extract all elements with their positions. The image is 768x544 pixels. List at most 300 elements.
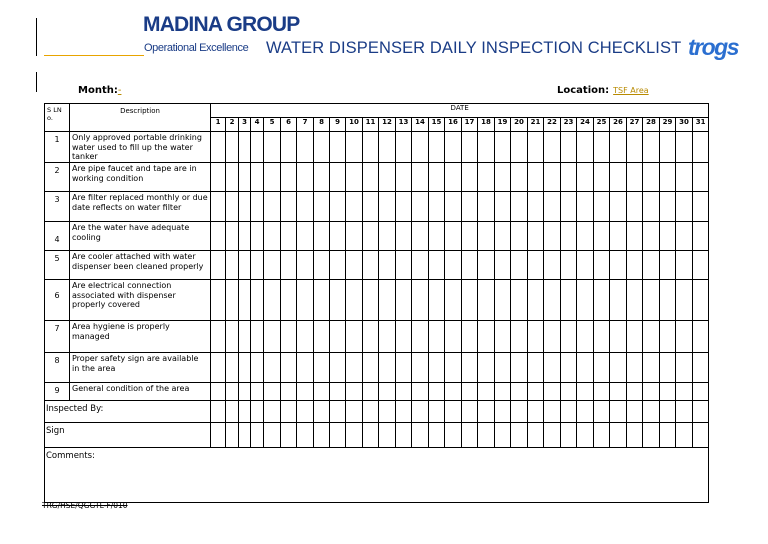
check-cell[interactable] [226, 163, 239, 192]
check-cell[interactable] [594, 423, 610, 448]
check-cell[interactable] [314, 423, 330, 448]
check-cell[interactable] [239, 383, 251, 401]
check-cell[interactable] [462, 163, 478, 192]
check-cell[interactable] [363, 353, 379, 383]
check-cell[interactable] [379, 251, 396, 280]
check-cell[interactable] [561, 383, 577, 401]
check-cell[interactable] [561, 423, 577, 448]
check-cell[interactable] [396, 321, 412, 353]
check-cell[interactable] [610, 222, 627, 251]
check-cell[interactable] [211, 251, 226, 280]
check-cell[interactable] [528, 251, 544, 280]
check-cell[interactable] [627, 353, 643, 383]
check-cell[interactable] [577, 132, 594, 163]
check-cell[interactable] [226, 132, 239, 163]
check-cell[interactable] [478, 132, 495, 163]
check-cell[interactable] [660, 321, 676, 353]
check-cell[interactable] [511, 132, 528, 163]
check-cell[interactable] [445, 353, 462, 383]
check-cell[interactable] [462, 401, 478, 423]
check-cell[interactable] [429, 321, 445, 353]
check-cell[interactable] [211, 383, 226, 401]
check-cell[interactable] [239, 321, 251, 353]
check-cell[interactable] [660, 132, 676, 163]
check-cell[interactable] [445, 401, 462, 423]
check-cell[interactable] [676, 222, 693, 251]
check-cell[interactable] [211, 192, 226, 222]
check-cell[interactable] [660, 222, 676, 251]
check-cell[interactable] [627, 132, 643, 163]
check-cell[interactable] [346, 132, 363, 163]
check-cell[interactable] [445, 222, 462, 251]
check-cell[interactable] [297, 163, 314, 192]
check-cell[interactable] [363, 251, 379, 280]
check-cell[interactable] [412, 423, 429, 448]
check-cell[interactable] [346, 163, 363, 192]
check-cell[interactable] [627, 222, 643, 251]
check-cell[interactable] [544, 383, 561, 401]
check-cell[interactable] [330, 383, 346, 401]
check-cell[interactable] [561, 251, 577, 280]
check-cell[interactable] [561, 353, 577, 383]
check-cell[interactable] [281, 423, 297, 448]
check-cell[interactable] [627, 383, 643, 401]
check-cell[interactable] [676, 251, 693, 280]
check-cell[interactable] [211, 353, 226, 383]
check-cell[interactable] [396, 222, 412, 251]
check-cell[interactable] [544, 353, 561, 383]
check-cell[interactable] [511, 222, 528, 251]
check-cell[interactable] [239, 353, 251, 383]
check-cell[interactable] [462, 321, 478, 353]
check-cell[interactable] [251, 251, 264, 280]
check-cell[interactable] [412, 383, 429, 401]
check-cell[interactable] [627, 163, 643, 192]
check-cell[interactable] [462, 383, 478, 401]
check-cell[interactable] [314, 251, 330, 280]
check-cell[interactable] [211, 401, 226, 423]
check-cell[interactable] [643, 163, 660, 192]
check-cell[interactable] [314, 383, 330, 401]
check-cell[interactable] [577, 192, 594, 222]
check-cell[interactable] [528, 192, 544, 222]
check-cell[interactable] [264, 192, 281, 222]
check-cell[interactable] [396, 383, 412, 401]
check-cell[interactable] [264, 222, 281, 251]
check-cell[interactable] [363, 383, 379, 401]
check-cell[interactable] [396, 251, 412, 280]
check-cell[interactable] [412, 132, 429, 163]
check-cell[interactable] [528, 132, 544, 163]
check-cell[interactable] [379, 192, 396, 222]
check-cell[interactable] [495, 222, 511, 251]
check-cell[interactable] [330, 321, 346, 353]
check-cell[interactable] [281, 132, 297, 163]
check-cell[interactable] [297, 222, 314, 251]
check-cell[interactable] [412, 192, 429, 222]
check-cell[interactable] [239, 401, 251, 423]
check-cell[interactable] [346, 353, 363, 383]
check-cell[interactable] [330, 192, 346, 222]
check-cell[interactable] [346, 222, 363, 251]
check-cell[interactable] [429, 132, 445, 163]
check-cell[interactable] [478, 251, 495, 280]
check-cell[interactable] [594, 280, 610, 321]
check-cell[interactable] [627, 423, 643, 448]
check-cell[interactable] [445, 321, 462, 353]
check-cell[interactable] [251, 280, 264, 321]
check-cell[interactable] [594, 132, 610, 163]
check-cell[interactable] [297, 132, 314, 163]
check-cell[interactable] [561, 163, 577, 192]
check-cell[interactable] [528, 423, 544, 448]
check-cell[interactable] [627, 192, 643, 222]
check-cell[interactable] [643, 423, 660, 448]
check-cell[interactable] [251, 423, 264, 448]
check-cell[interactable] [297, 423, 314, 448]
check-cell[interactable] [643, 280, 660, 321]
check-cell[interactable] [693, 423, 709, 448]
check-cell[interactable] [297, 401, 314, 423]
check-cell[interactable] [363, 192, 379, 222]
check-cell[interactable] [660, 163, 676, 192]
check-cell[interactable] [314, 132, 330, 163]
check-cell[interactable] [281, 280, 297, 321]
check-cell[interactable] [379, 280, 396, 321]
check-cell[interactable] [561, 132, 577, 163]
check-cell[interactable] [445, 251, 462, 280]
check-cell[interactable] [577, 401, 594, 423]
check-cell[interactable] [264, 383, 281, 401]
check-cell[interactable] [429, 251, 445, 280]
check-cell[interactable] [363, 280, 379, 321]
check-cell[interactable] [239, 251, 251, 280]
check-cell[interactable] [660, 353, 676, 383]
check-cell[interactable] [412, 321, 429, 353]
check-cell[interactable] [251, 353, 264, 383]
check-cell[interactable] [610, 423, 627, 448]
check-cell[interactable] [363, 321, 379, 353]
check-cell[interactable] [693, 222, 709, 251]
check-cell[interactable] [660, 423, 676, 448]
check-cell[interactable] [281, 353, 297, 383]
check-cell[interactable] [577, 222, 594, 251]
check-cell[interactable] [396, 163, 412, 192]
check-cell[interactable] [676, 401, 693, 423]
check-cell[interactable] [676, 321, 693, 353]
check-cell[interactable] [412, 353, 429, 383]
check-cell[interactable] [346, 280, 363, 321]
check-cell[interactable] [594, 321, 610, 353]
check-cell[interactable] [693, 321, 709, 353]
check-cell[interactable] [495, 423, 511, 448]
check-cell[interactable] [495, 321, 511, 353]
check-cell[interactable] [281, 192, 297, 222]
check-cell[interactable] [346, 321, 363, 353]
check-cell[interactable] [239, 192, 251, 222]
check-cell[interactable] [379, 353, 396, 383]
check-cell[interactable] [676, 192, 693, 222]
check-cell[interactable] [226, 383, 239, 401]
check-cell[interactable] [610, 321, 627, 353]
check-cell[interactable] [643, 401, 660, 423]
check-cell[interactable] [226, 222, 239, 251]
check-cell[interactable] [511, 383, 528, 401]
check-cell[interactable] [251, 401, 264, 423]
check-cell[interactable] [577, 423, 594, 448]
check-cell[interactable] [676, 163, 693, 192]
check-cell[interactable] [693, 251, 709, 280]
check-cell[interactable] [627, 321, 643, 353]
check-cell[interactable] [610, 401, 627, 423]
check-cell[interactable] [226, 353, 239, 383]
comments-field[interactable]: Comments: [45, 448, 709, 503]
check-cell[interactable] [511, 163, 528, 192]
check-cell[interactable] [511, 280, 528, 321]
check-cell[interactable] [478, 280, 495, 321]
check-cell[interactable] [478, 222, 495, 251]
check-cell[interactable] [297, 280, 314, 321]
check-cell[interactable] [297, 353, 314, 383]
check-cell[interactable] [577, 383, 594, 401]
check-cell[interactable] [544, 132, 561, 163]
check-cell[interactable] [495, 353, 511, 383]
check-cell[interactable] [643, 251, 660, 280]
check-cell[interactable] [314, 222, 330, 251]
check-cell[interactable] [676, 132, 693, 163]
check-cell[interactable] [412, 401, 429, 423]
check-cell[interactable] [281, 222, 297, 251]
check-cell[interactable] [660, 280, 676, 321]
check-cell[interactable] [429, 163, 445, 192]
check-cell[interactable] [445, 132, 462, 163]
check-cell[interactable] [660, 401, 676, 423]
check-cell[interactable] [346, 423, 363, 448]
check-cell[interactable] [297, 321, 314, 353]
check-cell[interactable] [511, 321, 528, 353]
check-cell[interactable] [594, 383, 610, 401]
check-cell[interactable] [429, 222, 445, 251]
check-cell[interactable] [412, 222, 429, 251]
check-cell[interactable] [561, 222, 577, 251]
check-cell[interactable] [693, 192, 709, 222]
check-cell[interactable] [264, 401, 281, 423]
check-cell[interactable] [330, 132, 346, 163]
check-cell[interactable] [577, 163, 594, 192]
check-cell[interactable] [544, 192, 561, 222]
check-cell[interactable] [429, 280, 445, 321]
check-cell[interactable] [495, 280, 511, 321]
check-cell[interactable] [330, 222, 346, 251]
check-cell[interactable] [478, 401, 495, 423]
check-cell[interactable] [429, 423, 445, 448]
check-cell[interactable] [693, 132, 709, 163]
check-cell[interactable] [330, 251, 346, 280]
check-cell[interactable] [462, 353, 478, 383]
check-cell[interactable] [445, 280, 462, 321]
check-cell[interactable] [693, 383, 709, 401]
check-cell[interactable] [528, 280, 544, 321]
check-cell[interactable] [660, 192, 676, 222]
check-cell[interactable] [610, 353, 627, 383]
check-cell[interactable] [379, 423, 396, 448]
check-cell[interactable] [693, 401, 709, 423]
check-cell[interactable] [226, 192, 239, 222]
check-cell[interactable] [462, 222, 478, 251]
check-cell[interactable] [396, 401, 412, 423]
check-cell[interactable] [511, 423, 528, 448]
check-cell[interactable] [412, 280, 429, 321]
check-cell[interactable] [594, 192, 610, 222]
check-cell[interactable] [314, 321, 330, 353]
check-cell[interactable] [676, 423, 693, 448]
check-cell[interactable] [528, 321, 544, 353]
check-cell[interactable] [495, 383, 511, 401]
check-cell[interactable] [251, 192, 264, 222]
check-cell[interactable] [693, 163, 709, 192]
check-cell[interactable] [297, 192, 314, 222]
check-cell[interactable] [314, 192, 330, 222]
check-cell[interactable] [211, 321, 226, 353]
check-cell[interactable] [264, 280, 281, 321]
check-cell[interactable] [379, 222, 396, 251]
check-cell[interactable] [462, 132, 478, 163]
check-cell[interactable] [330, 401, 346, 423]
check-cell[interactable] [544, 321, 561, 353]
check-cell[interactable] [363, 132, 379, 163]
check-cell[interactable] [528, 163, 544, 192]
check-cell[interactable] [346, 192, 363, 222]
check-cell[interactable] [396, 192, 412, 222]
check-cell[interactable] [363, 401, 379, 423]
check-cell[interactable] [561, 192, 577, 222]
check-cell[interactable] [577, 321, 594, 353]
check-cell[interactable] [264, 163, 281, 192]
check-cell[interactable] [281, 401, 297, 423]
check-cell[interactable] [330, 280, 346, 321]
check-cell[interactable] [643, 192, 660, 222]
check-cell[interactable] [412, 163, 429, 192]
check-cell[interactable] [478, 353, 495, 383]
check-cell[interactable] [239, 222, 251, 251]
check-cell[interactable] [643, 132, 660, 163]
check-cell[interactable] [264, 132, 281, 163]
check-cell[interactable] [627, 251, 643, 280]
check-cell[interactable] [211, 280, 226, 321]
check-cell[interactable] [429, 192, 445, 222]
check-cell[interactable] [251, 163, 264, 192]
check-cell[interactable] [445, 383, 462, 401]
check-cell[interactable] [528, 383, 544, 401]
check-cell[interactable] [676, 353, 693, 383]
check-cell[interactable] [643, 222, 660, 251]
check-cell[interactable] [495, 251, 511, 280]
check-cell[interactable] [379, 132, 396, 163]
check-cell[interactable] [544, 280, 561, 321]
check-cell[interactable] [478, 383, 495, 401]
check-cell[interactable] [643, 321, 660, 353]
check-cell[interactable] [495, 401, 511, 423]
check-cell[interactable] [610, 132, 627, 163]
check-cell[interactable] [379, 321, 396, 353]
check-cell[interactable] [211, 132, 226, 163]
check-cell[interactable] [379, 401, 396, 423]
check-cell[interactable] [379, 163, 396, 192]
check-cell[interactable] [462, 280, 478, 321]
check-cell[interactable] [577, 353, 594, 383]
check-cell[interactable] [226, 401, 239, 423]
check-cell[interactable] [462, 192, 478, 222]
check-cell[interactable] [561, 321, 577, 353]
check-cell[interactable] [676, 280, 693, 321]
check-cell[interactable] [330, 163, 346, 192]
check-cell[interactable] [281, 163, 297, 192]
check-cell[interactable] [594, 251, 610, 280]
check-cell[interactable] [528, 222, 544, 251]
check-cell[interactable] [211, 163, 226, 192]
check-cell[interactable] [239, 132, 251, 163]
check-cell[interactable] [211, 423, 226, 448]
check-cell[interactable] [511, 251, 528, 280]
check-cell[interactable] [363, 423, 379, 448]
check-cell[interactable] [264, 321, 281, 353]
check-cell[interactable] [511, 192, 528, 222]
check-cell[interactable] [495, 163, 511, 192]
check-cell[interactable] [396, 423, 412, 448]
check-cell[interactable] [297, 383, 314, 401]
check-cell[interactable] [264, 423, 281, 448]
check-cell[interactable] [211, 222, 226, 251]
check-cell[interactable] [610, 192, 627, 222]
check-cell[interactable] [561, 401, 577, 423]
check-cell[interactable] [577, 280, 594, 321]
check-cell[interactable] [281, 321, 297, 353]
check-cell[interactable] [264, 353, 281, 383]
check-cell[interactable] [627, 280, 643, 321]
check-cell[interactable] [264, 251, 281, 280]
check-cell[interactable] [693, 353, 709, 383]
check-cell[interactable] [462, 423, 478, 448]
check-cell[interactable] [544, 251, 561, 280]
check-cell[interactable] [314, 401, 330, 423]
check-cell[interactable] [495, 132, 511, 163]
check-cell[interactable] [478, 192, 495, 222]
check-cell[interactable] [462, 251, 478, 280]
check-cell[interactable] [330, 353, 346, 383]
check-cell[interactable] [594, 222, 610, 251]
check-cell[interactable] [676, 383, 693, 401]
check-cell[interactable] [594, 353, 610, 383]
check-cell[interactable] [693, 280, 709, 321]
check-cell[interactable] [478, 163, 495, 192]
check-cell[interactable] [610, 163, 627, 192]
check-cell[interactable] [346, 251, 363, 280]
check-cell[interactable] [544, 222, 561, 251]
check-cell[interactable] [251, 132, 264, 163]
check-cell[interactable] [511, 401, 528, 423]
check-cell[interactable] [314, 353, 330, 383]
check-cell[interactable] [544, 401, 561, 423]
check-cell[interactable] [396, 132, 412, 163]
check-cell[interactable] [281, 251, 297, 280]
check-cell[interactable] [379, 383, 396, 401]
check-cell[interactable] [544, 423, 561, 448]
check-cell[interactable] [643, 353, 660, 383]
check-cell[interactable] [346, 383, 363, 401]
check-cell[interactable] [594, 401, 610, 423]
check-cell[interactable] [346, 401, 363, 423]
check-cell[interactable] [297, 251, 314, 280]
